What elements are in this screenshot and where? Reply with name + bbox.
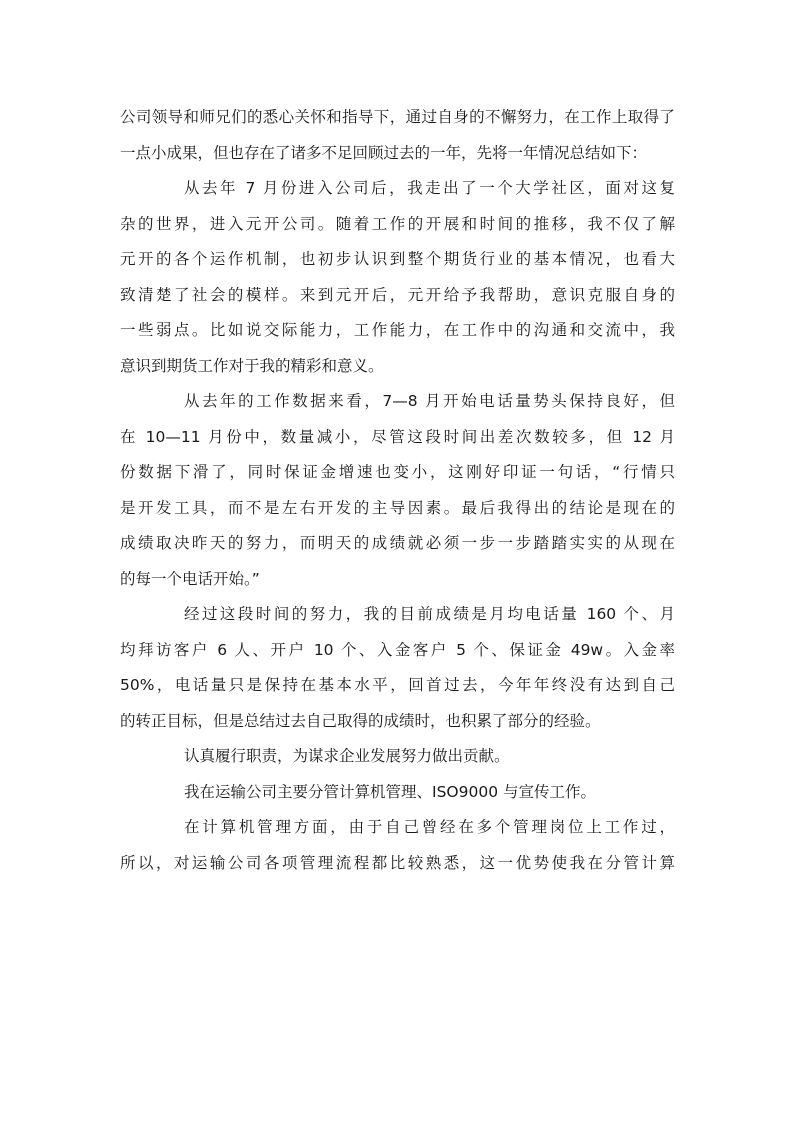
text-line: 是开发工具，而不是左右开发的主导因素。最后我得出的结论是现在的 <box>120 498 675 517</box>
text-line: 所以，对运输公司各项管理流程都比较熟悉，这一优势使我在分管计算 <box>120 853 675 872</box>
text-line: 一些弱点。比如说交际能力，工作能力，在工作中的沟通和交流中，我 <box>120 321 675 339</box>
text-line: 从去年 7 月份进入公司后，我走出了一个大学社区，面对这复 <box>184 179 675 197</box>
text-line: 份数据下滑了，同时保证金增速也变小，这刚好印证一句话，“行情只 <box>120 463 675 481</box>
text-line: 公司领导和师兄们的悉心关怀和指导下，通过自身的不懈努力，在工作上取得了 <box>120 108 675 126</box>
text-line: 均拜访客户 6 人、开户 10 个、入金客户 5 个、保证金 49w。入金率 <box>120 640 675 659</box>
text-line: 一点小成果，但也存在了诸多不足回顾过去的一年，先将一年情况总结如下： <box>120 143 648 162</box>
text-line: 从去年的工作数据来看，7—8 月开始电话量势头保持良好，但 <box>184 392 675 410</box>
text-line: 经过这段时间的努力，我的目前成绩是月均电话量 160 个、月 <box>184 605 675 623</box>
text-line: 元开的各个运作机制，也初步认识到整个期货行业的基本情况，也看大 <box>120 250 675 268</box>
text-line: 认真履行职责，为谋求企业发展努力做出贡献。 <box>184 747 510 765</box>
text-line: 致清楚了社会的模样。来到元开后，元开给予我帮助，意识克服自身的 <box>120 285 675 304</box>
text-line: 在计算机管理方面，由于自己曾经在多个管理岗位上工作过， <box>184 818 675 836</box>
text-line: 成绩取决昨天的努力，而明天的成绩就必须一步一步踏踏实实的从现在 <box>120 534 675 552</box>
text-line: 的转正目标，但是总结过去自己取得的成绩时，也积累了部分的经验。 <box>120 711 601 730</box>
document-body <box>120 100 675 881</box>
text-line: 意识到期货工作对于我的精彩和意义。 <box>120 356 384 375</box>
text-line: 杂的世界，进入元开公司。随着工作的开展和时间的推移，我不仅了解 <box>120 214 675 233</box>
text-line: 我在运输公司主要分管计算机管理、ISO9000 与宣传工作。 <box>184 782 596 801</box>
text-line: 50%，电话量只是保持在基本水平，回首过去，今年年终没有达到自己 <box>120 676 675 694</box>
text-line: 的每一个电话开始。” <box>120 569 260 588</box>
text-line: 在 10—11 月份中，数量减小，尽管这段时间出差次数较多，但 12 月 <box>120 427 675 446</box>
